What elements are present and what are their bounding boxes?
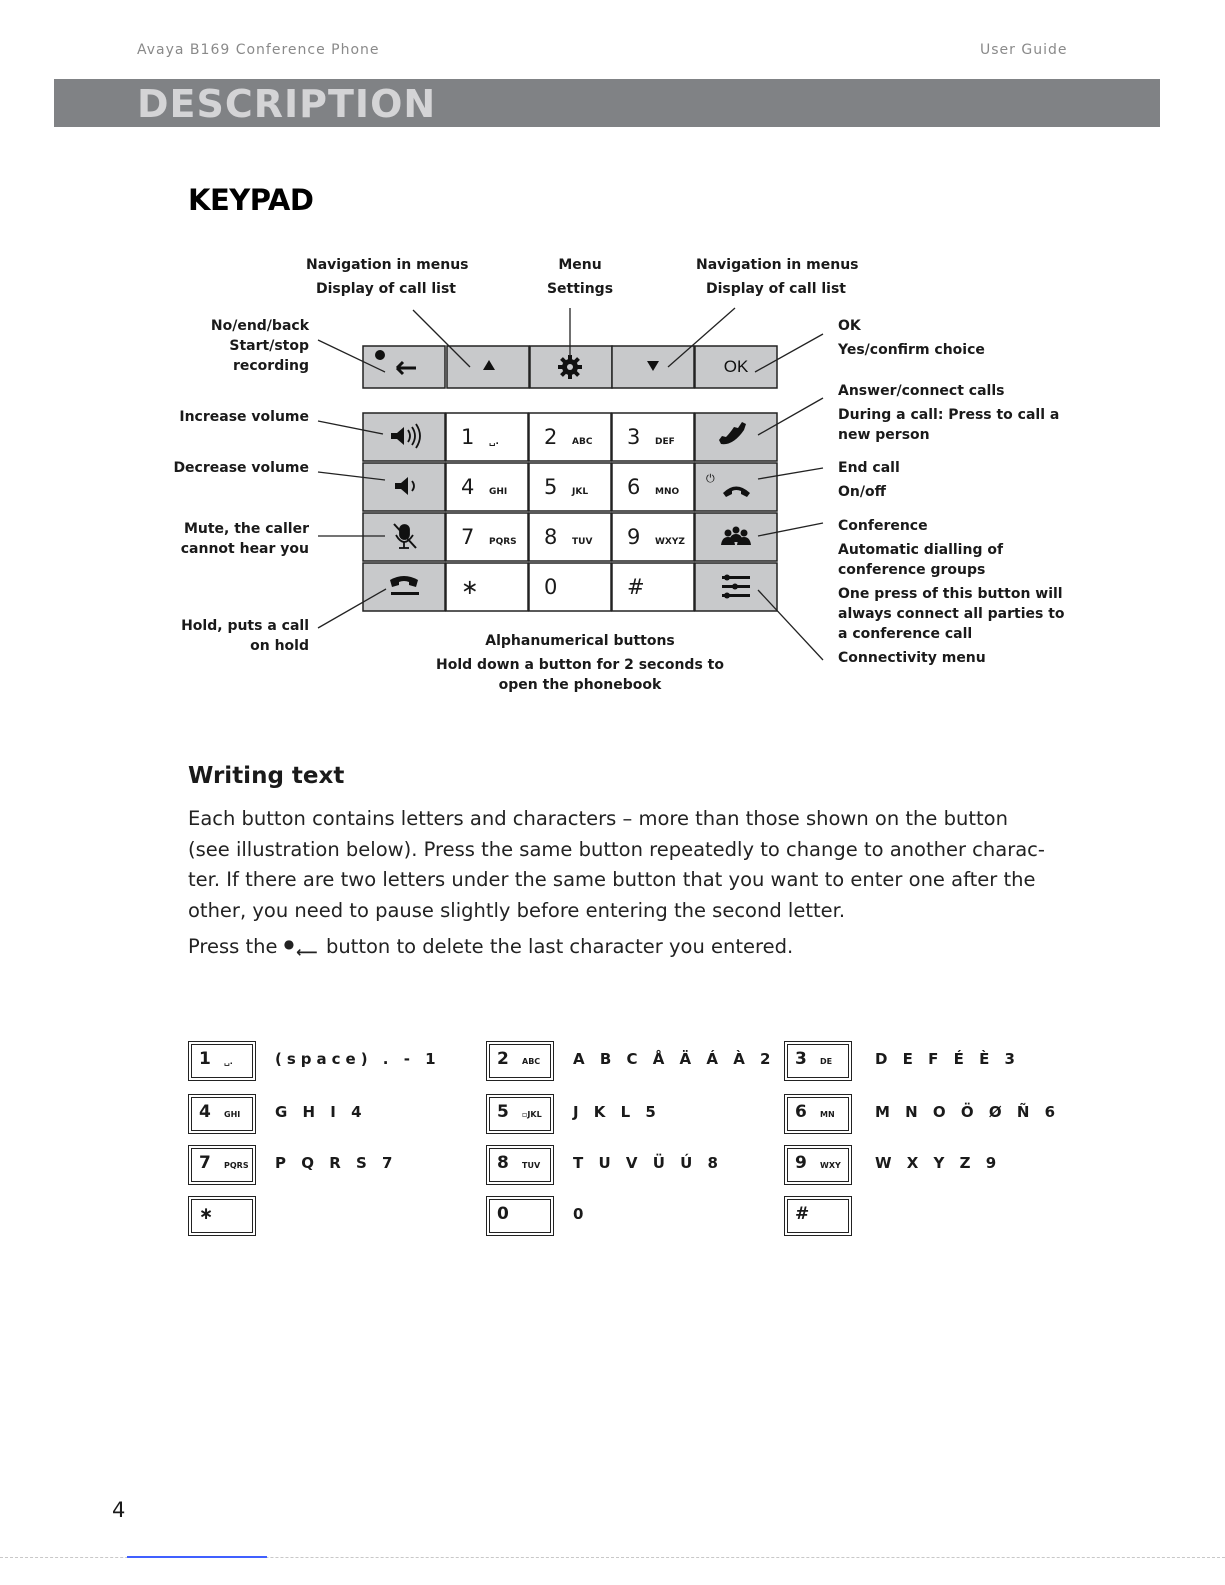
label-alphanumerical [430, 631, 730, 695]
label-ok-line2: Yes/confirm choice [838, 342, 985, 358]
digit-key-number: 6 [627, 475, 641, 499]
label-connectivity: Connectivity menu [838, 650, 986, 666]
record-dot-icon: ● [283, 937, 295, 951]
label-alphanumerical-line3: open the phonebook [498, 677, 662, 693]
char-table-key-letters: MN [820, 1110, 835, 1119]
char-table-key [188, 1041, 256, 1081]
char-table-key-letters: WXY [820, 1161, 841, 1170]
label-back-line3: recording [232, 358, 309, 374]
label-mute-line2: cannot hear you [180, 541, 309, 557]
label-conference-line3: conference groups [838, 562, 986, 578]
label-nav-left-line2: Display of call list [315, 281, 456, 297]
char-table-key-number: 5 [497, 1102, 509, 1122]
digit-key-number: # [627, 575, 645, 599]
label-back-line1: No/end/back [210, 318, 309, 334]
digit-key-number: 3 [627, 425, 641, 449]
char-table-key-letters: ␣. [224, 1057, 233, 1066]
label-hold-line1: Hold, puts a call [181, 618, 309, 634]
label-mute-line1: Mute, the caller [183, 521, 309, 537]
char-table-key [486, 1094, 554, 1134]
label-hold-line2: on hold [250, 638, 309, 654]
label-answer-line3: new person [838, 427, 930, 443]
char-table-key [188, 1196, 256, 1236]
label-conference-line4: One press of this button will [838, 586, 1063, 602]
char-table-key [784, 1094, 852, 1134]
char-table-characters: P Q R S 7 [275, 1154, 398, 1172]
writing-text-title: Writing text [188, 763, 345, 789]
char-table-key-number: 9 [795, 1153, 807, 1173]
char-table-key-number: 3 [795, 1049, 807, 1069]
label-nav-right-line1: Navigation in menus [696, 257, 859, 273]
keypad-title: KEYPAD [188, 183, 314, 217]
digit-key-letters: WXYZ [655, 537, 685, 547]
delete-instruction [188, 933, 793, 963]
char-table-key [188, 1145, 256, 1185]
para-line-3: ter. If there are two letters under the same button that you want to enter one after the [188, 868, 1036, 891]
label-nav-right [696, 255, 859, 299]
hold-key [363, 563, 445, 611]
char-table-key-letters: TUV [522, 1161, 541, 1170]
gear-icon [558, 355, 582, 379]
digit-key-letters: ␣. [489, 437, 499, 447]
char-table-key-number: 6 [795, 1102, 807, 1122]
label-mute [181, 519, 309, 559]
char-table-key-number: 0 [497, 1204, 509, 1224]
char-table-key [188, 1094, 256, 1134]
label-back-line2: Start/stop [229, 338, 309, 354]
delete-instruction-end: button to delete the last character you entered. [325, 935, 794, 958]
char-table-key-number: ∗ [199, 1204, 214, 1224]
label-end-call-line1: End call [838, 460, 900, 476]
digit-key-number: 8 [544, 525, 558, 549]
label-conference-line5: always connect all parties to [838, 606, 1065, 622]
char-table-characters: A B C Å Ä Á À 2 [573, 1050, 776, 1068]
digit-key-number: 4 [461, 475, 475, 499]
char-table-key [486, 1041, 554, 1081]
char-table-key [784, 1145, 852, 1185]
char-table-characters: 0 [573, 1205, 589, 1223]
section-title: DESCRIPTION [137, 82, 437, 126]
digit-key-number: 9 [627, 525, 641, 549]
label-alphanumerical-line2: Hold down a button for 2 seconds to [436, 657, 724, 673]
char-table-key-number: 4 [199, 1102, 211, 1122]
ok-key-label: OK [723, 357, 749, 376]
char-table-key-letters: PQRS [224, 1161, 249, 1170]
page-number: 4 [112, 1498, 126, 1522]
char-table-characters: T U V Ü Ú 8 [573, 1154, 723, 1172]
digit-key-letters: TUV [572, 537, 593, 547]
label-end-call [838, 458, 900, 502]
label-answer [838, 381, 1059, 445]
digit-key-number: 0 [544, 575, 558, 599]
digit-key-letters: JKL [572, 487, 589, 497]
label-alphanumerical-line1: Alphanumerical buttons [485, 633, 675, 649]
connectivity-menu-icon [722, 575, 750, 599]
label-nav-left [306, 255, 469, 299]
para-line-4: other, you need to pause slightly before entering the second letter. [188, 898, 846, 922]
label-ok [838, 316, 985, 360]
digit-key-number: 7 [461, 525, 475, 549]
back-arrow-icon: ⟵ [296, 943, 318, 961]
char-table-key [486, 1196, 554, 1236]
delete-instruction-start: Press the [188, 935, 278, 958]
label-answer-line1: Answer/connect calls [838, 383, 1005, 399]
para-line-2b: . Press the same button repeatedly to change to another charac- [411, 837, 1045, 861]
label-end-call-line2: On/off [838, 484, 886, 500]
char-table-key [784, 1196, 852, 1236]
para-line-1: Each button contains letters and characters – more than those shown on the button [188, 807, 1008, 830]
writing-text-paragraph [188, 804, 1048, 926]
label-volume-down: Decrease volume [173, 460, 309, 476]
digit-key-letters: MNO [655, 487, 680, 497]
char-table-key-number: # [795, 1204, 810, 1224]
char-table-characters: M N O Ö Ø Ñ 6 [875, 1103, 1061, 1121]
char-table-characters: (space) . - 1 [275, 1050, 441, 1068]
label-ok-line1: OK [838, 318, 861, 334]
char-table-characters: J K L 5 [573, 1103, 661, 1121]
char-table-key-letters: GHI [224, 1110, 241, 1119]
label-conference-line1: Conference [838, 518, 928, 534]
label-menu-line1: Menu [558, 257, 602, 273]
digit-key-letters: GHI [489, 487, 508, 497]
digit-key-number: 2 [544, 425, 558, 449]
char-table-key-number: 2 [497, 1049, 509, 1069]
label-answer-line2: During a call: Press to call a [838, 407, 1060, 423]
char-table-characters: W X Y Z 9 [875, 1154, 1002, 1172]
char-table-key-number: 1 [199, 1049, 211, 1069]
digit-key-letters: ABC [572, 437, 593, 447]
label-volume-up: Increase volume [179, 409, 309, 425]
label-nav-right-line2: Display of call list [705, 281, 846, 297]
label-menu-line2: Settings [546, 281, 614, 297]
svg-text:⏻: ⏻ [706, 472, 715, 485]
digit-key-letters: DEF [655, 437, 675, 447]
char-table-key-number: 8 [497, 1153, 509, 1173]
label-back [211, 316, 309, 376]
digit-key-letters: PQRS [489, 537, 517, 547]
char-table-key-letters: DE [820, 1057, 833, 1066]
document-type: User Guide [980, 42, 1068, 58]
char-table-key-number: 7 [199, 1153, 211, 1173]
document-title: Avaya B169 Conference Phone [137, 42, 380, 58]
char-table-characters: G H I 4 [275, 1103, 367, 1121]
char-table-characters: D E F É È 3 [875, 1050, 1020, 1068]
char-table-key-letters: ▫JKL [522, 1110, 542, 1119]
char-table-key [784, 1041, 852, 1081]
label-menu [520, 255, 640, 299]
footer-link-underline [127, 1556, 267, 1558]
label-conference-line6: a conference call [838, 626, 973, 642]
char-table-key-letters: ABC [522, 1057, 541, 1066]
char-table-key [486, 1145, 554, 1185]
para-line-2a: (see illustration below) [188, 837, 412, 861]
label-conference-line2: Automatic dialling of [838, 542, 1004, 558]
digit-key-number: ∗ [461, 575, 479, 599]
digit-key-number: 1 [461, 425, 475, 449]
label-nav-left-line1: Navigation in menus [306, 257, 469, 273]
label-conference [838, 516, 1065, 644]
digit-key-number: 5 [544, 475, 558, 499]
label-hold [181, 616, 309, 656]
